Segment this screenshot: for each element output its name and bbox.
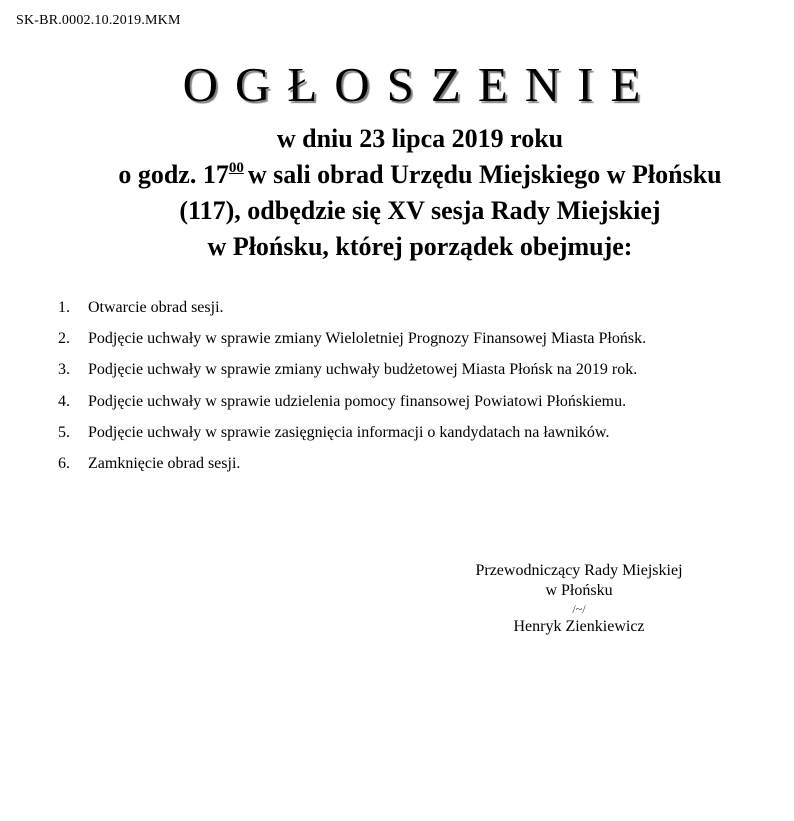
agenda-item-number: 5. [58,423,70,441]
announcement-heading [0,121,794,265]
agenda-item [58,423,646,442]
agenda-item-number: 1. [58,299,70,316]
heading-date-line: w dniu 23 lipca 2019 roku [276,124,564,153]
signatory-name: Henryk Zienkiewicz [513,618,645,635]
document-reference-number: SK-BR.0002.10.2019.MKM [16,13,181,28]
signature-location: w Płońsku [545,582,613,599]
agenda-item-text: Otwarcie obrad sesji. [88,299,224,316]
heading-time-prefix: o godz. 17 [118,160,229,189]
agenda-item-number: 3. [58,361,70,379]
agenda-item [58,360,646,379]
heading-time-minutes: 00 [228,160,244,176]
agenda-item-text: Podjęcie uchwały w sprawie zasięgnięcia informacji o kandydatach na ławników. [88,423,610,441]
announcement-title: OGŁOSZENIE [182,57,658,112]
agenda-item-number: 4. [58,392,70,410]
heading-venue: w sali obrad Urzędu Miejskiego w Płońsku [247,160,722,189]
agenda-item [58,392,646,411]
agenda-list [58,298,646,485]
agenda-item-number: 2. [58,330,70,348]
agenda-item-text: Podjęcie uchwały w sprawie zmiany uchwały budżetowej Miasta Płońsk na 2019 rok. [88,361,638,379]
agenda-item-text: Podjęcie uchwały w sprawie zmiany Wieloletniej Prognozy Finansowej Miasta Płońsk. [88,330,647,348]
heading-agenda-intro-line: w Płońsku, której porządek obejmuje: [207,232,633,261]
signature-mark: /~/ [572,602,586,616]
heading-session-line: (117), odbędzie się XV sesja Rady Miejskiej [179,196,661,225]
signature-block [440,561,718,637]
agenda-item-number: 6. [58,454,70,472]
signature-role: Przewodniczący Rady Miejskiej [475,562,683,579]
agenda-item [58,298,646,317]
heading-time-place-line [0,157,794,193]
agenda-item [58,329,646,348]
agenda-item [58,454,646,473]
agenda-item-text: Zamknięcie obrad sesji. [88,454,241,472]
agenda-item-text: Podjęcie uchwały w sprawie udzielenia pomocy finansowej Powiatowi Płońskiemu. [88,392,627,410]
